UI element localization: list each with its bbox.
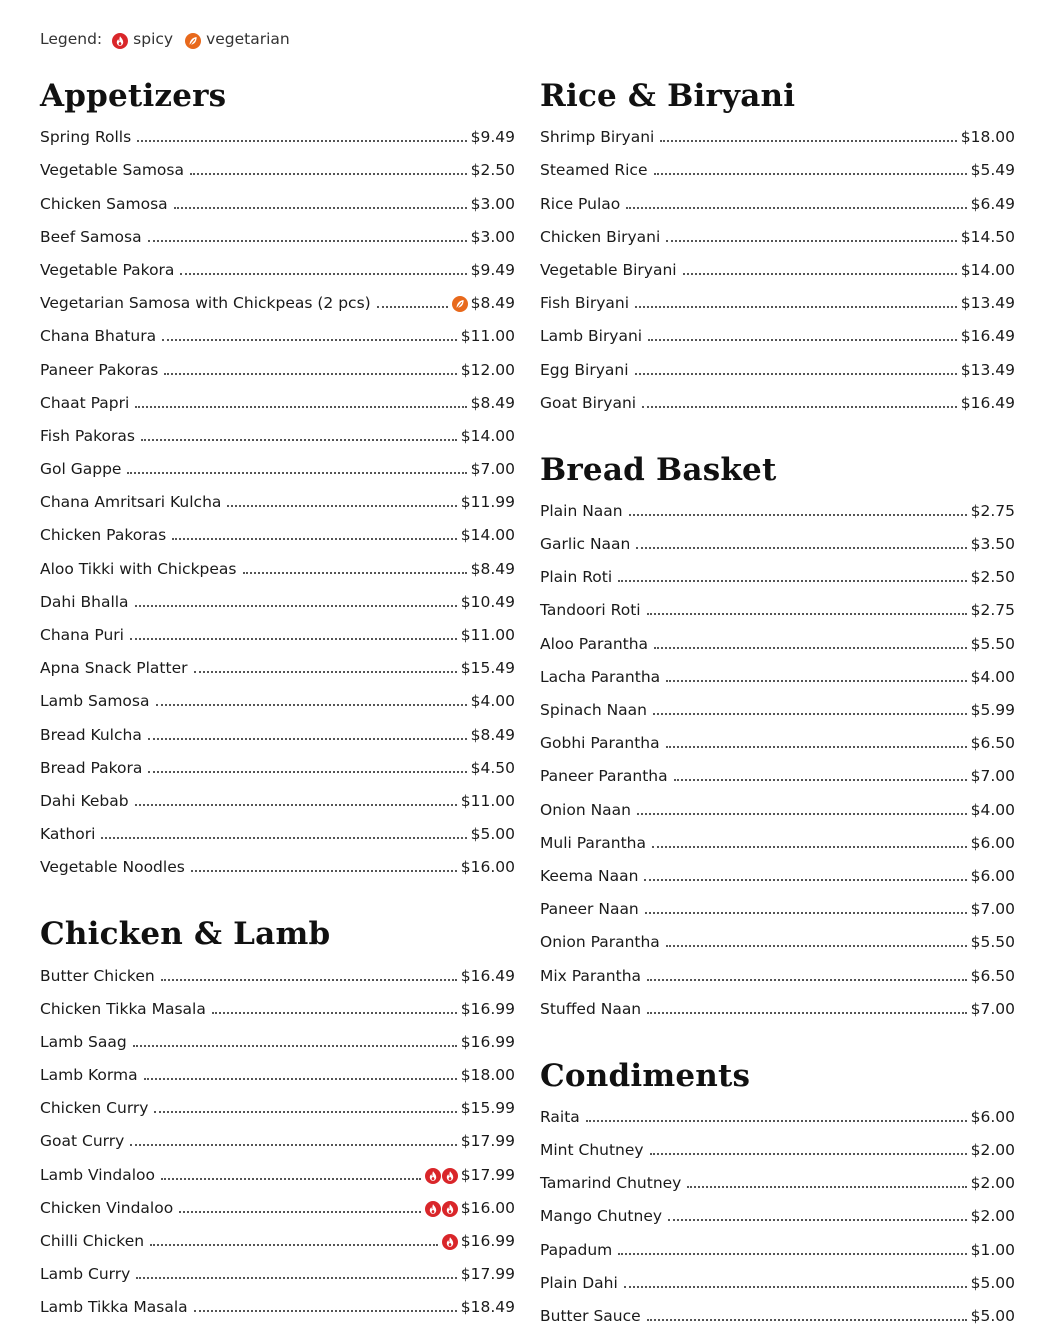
dot-leader (666, 945, 967, 947)
menu-column-right (540, 76, 1015, 1330)
menu-item (540, 492, 1015, 525)
menu-item (40, 1089, 515, 1122)
menu-item (40, 1155, 515, 1188)
dot-leader (647, 979, 967, 981)
menu-item (40, 616, 515, 649)
menu-item (540, 184, 1015, 217)
item-name: Vegetable Samosa (40, 161, 184, 180)
dot-leader (194, 1310, 457, 1312)
spicy-icon (425, 1201, 441, 1217)
item-price: $4.50 (470, 758, 515, 777)
item-price: $6.00 (970, 866, 1015, 885)
spicy-icon (442, 1201, 458, 1217)
item-price: $8.49 (470, 725, 515, 744)
item-price: $16.00 (460, 858, 515, 877)
menu-item (40, 1189, 515, 1222)
item-name: Butter Sauce (540, 1307, 641, 1325)
dot-leader (652, 846, 967, 848)
legend-entry-label: vegetarian (206, 30, 290, 48)
dot-leader (666, 680, 966, 682)
item-name: Aloo Tikki with Chickpeas (40, 559, 237, 578)
section-title: Condiments (540, 1057, 751, 1094)
item-price: $7.00 (970, 999, 1015, 1018)
menu-item (540, 824, 1015, 857)
dot-leader (150, 1244, 438, 1246)
menu-item (540, 384, 1015, 417)
menu-item (540, 990, 1015, 1023)
dot-leader (635, 373, 957, 375)
dot-leader (227, 505, 456, 507)
item-name: Chicken Curry (40, 1099, 149, 1118)
item-name: Chana Amritsari Kulcha (40, 493, 222, 512)
item-price: $6.49 (970, 194, 1015, 213)
item-name: Gobhi Parantha (540, 734, 660, 753)
menu-item (540, 658, 1015, 691)
vegetarian-icon (452, 296, 468, 312)
dot-leader (687, 1186, 966, 1188)
menu-item (540, 724, 1015, 757)
menu-item (540, 558, 1015, 591)
item-name: Chicken Vindaloo (40, 1198, 174, 1217)
menu-item (540, 1197, 1015, 1230)
menu-item (540, 624, 1015, 657)
dot-leader (141, 439, 457, 441)
menu-item (40, 682, 515, 715)
item-name: Mango Chutney (540, 1207, 663, 1226)
item-name: Papadum (540, 1240, 613, 1259)
menu-item (40, 1023, 515, 1056)
spicy-icon (442, 1234, 458, 1250)
menu-item (40, 151, 515, 184)
menu-item (540, 591, 1015, 624)
item-price: $6.50 (970, 966, 1015, 985)
item-price: $2.00 (970, 1207, 1015, 1226)
item-price: $17.99 (460, 1165, 515, 1184)
item-name: Spinach Naan (540, 701, 647, 719)
item-price: $5.50 (970, 634, 1015, 653)
menu-item (40, 218, 515, 251)
item-name: Lamb Korma (40, 1066, 138, 1085)
dot-leader (618, 580, 966, 582)
menu-item (540, 317, 1015, 350)
item-price: $8.49 (470, 559, 515, 578)
menu-item (40, 549, 515, 582)
dot-leader (637, 813, 967, 815)
menu-item (40, 384, 515, 417)
dot-leader (135, 804, 457, 806)
item-name: Butter Chicken (40, 966, 155, 985)
menu-item (540, 1297, 1015, 1330)
dot-leader (377, 306, 448, 308)
item-name: Onion Naan (540, 800, 631, 819)
spicy-icon (425, 1168, 441, 1184)
menu-item (40, 1288, 515, 1321)
menu-item (40, 1222, 515, 1255)
legend-entry-vegetarian (185, 30, 290, 49)
menu-item (540, 857, 1015, 890)
item-name: Goat Curry (40, 1132, 125, 1151)
item-price: $7.00 (970, 900, 1015, 919)
item-name: Chicken Tikka Masala (40, 999, 206, 1018)
dot-leader (148, 771, 466, 773)
item-name: Apna Snack Platter (40, 659, 188, 678)
legend-entry-label: spicy (133, 30, 174, 48)
item-price: $5.00 (970, 1307, 1015, 1325)
dot-leader (660, 140, 956, 142)
item-icons (452, 296, 468, 312)
section-appetizers (40, 76, 515, 881)
menu-item (540, 890, 1015, 923)
dot-leader (212, 1012, 457, 1014)
item-price: $14.00 (460, 426, 515, 445)
item-price: $16.99 (460, 1032, 515, 1051)
dot-leader (194, 671, 457, 673)
item-name: Muli Parantha (540, 833, 646, 852)
item-price: $6.50 (970, 734, 1015, 753)
item-name: Dahi Bhalla (40, 592, 129, 611)
dot-leader (130, 1144, 456, 1146)
item-price: $5.50 (970, 933, 1015, 952)
dot-leader (243, 572, 467, 574)
menu-item (40, 350, 515, 383)
menu-item (40, 251, 515, 284)
dot-leader (626, 207, 966, 209)
menu-item (540, 284, 1015, 317)
menu-item (40, 1056, 515, 1089)
dot-leader (135, 605, 457, 607)
menu-item (40, 956, 515, 989)
item-price: $2.00 (970, 1174, 1015, 1193)
menu-item (40, 417, 515, 450)
section-bread-basket (540, 450, 1015, 1023)
menu-item (40, 583, 515, 616)
item-price: $5.00 (470, 825, 515, 844)
menu-item (40, 1255, 515, 1288)
item-price: $7.00 (470, 460, 515, 479)
menu-item (40, 815, 515, 848)
item-price: $11.00 (460, 626, 515, 644)
item-price: $14.00 (960, 260, 1015, 279)
item-name: Fish Pakoras (40, 426, 135, 445)
dot-leader (648, 339, 957, 341)
dot-leader (144, 1078, 457, 1080)
dot-leader (135, 406, 466, 408)
menu-item (40, 782, 515, 815)
menu-item (540, 790, 1015, 823)
item-price: $12.00 (460, 360, 515, 379)
menu-item (40, 516, 515, 549)
item-name: Steamed Rice (540, 161, 648, 180)
section-condiments (540, 1056, 1015, 1330)
item-price: $10.49 (460, 592, 515, 611)
section-rice-and-biryani (540, 76, 1015, 417)
menu-item (40, 1122, 515, 1155)
spicy-icon (442, 1168, 458, 1184)
menu-item (40, 749, 515, 782)
dot-leader (137, 140, 466, 142)
dot-leader (624, 1286, 967, 1288)
dot-leader (190, 173, 467, 175)
menu-item (40, 649, 515, 682)
item-price: $2.50 (470, 161, 515, 180)
dot-leader (647, 613, 967, 615)
item-name: Goat Biryani (540, 393, 637, 412)
item-name: Bread Pakora (40, 758, 143, 777)
dot-leader (161, 979, 457, 981)
item-name: Plain Roti (540, 568, 613, 587)
item-name: Lamb Samosa (40, 692, 150, 711)
item-name: Vegetable Noodles (40, 858, 185, 877)
item-name: Vegetable Pakora (40, 260, 175, 279)
item-name: Chicken Pakoras (40, 526, 167, 545)
menu-item (540, 1164, 1015, 1197)
item-price: $15.99 (460, 1099, 515, 1118)
section-title: Appetizers (40, 78, 227, 114)
item-name: Bread Kulcha (40, 725, 142, 744)
item-price: $3.00 (470, 227, 515, 246)
item-price: $2.75 (970, 501, 1015, 520)
dot-leader (644, 879, 966, 881)
dot-leader (136, 1277, 456, 1279)
dot-leader (629, 514, 967, 516)
item-name: Lamb Vindaloo (40, 1165, 156, 1184)
item-price: $5.00 (970, 1273, 1015, 1292)
menu-item (40, 483, 515, 516)
dot-leader (162, 339, 457, 341)
item-name: Spring Rolls (40, 128, 132, 147)
item-price: $11.00 (460, 327, 515, 346)
dot-leader (618, 1253, 966, 1255)
item-name: Mint Chutney (540, 1141, 644, 1160)
item-price: $16.49 (460, 966, 515, 985)
item-name: Fish Biryani (540, 294, 630, 313)
item-price: $2.75 (970, 601, 1015, 620)
menu-item (540, 1131, 1015, 1164)
dot-leader (666, 240, 956, 242)
item-price: $16.49 (960, 393, 1015, 412)
menu-item (540, 118, 1015, 151)
menu-column-left (40, 76, 515, 1321)
dot-leader (642, 406, 957, 408)
dot-leader (133, 1045, 457, 1047)
dot-leader (148, 240, 467, 242)
item-name: Raita (540, 1107, 580, 1126)
menu-item (540, 691, 1015, 724)
item-icons (442, 1234, 458, 1250)
item-name: Vegetarian Samosa with Chickpeas (2 pcs) (40, 294, 371, 313)
item-price: $16.99 (460, 1232, 515, 1250)
item-price: $18.00 (460, 1066, 515, 1085)
spicy-icon (112, 33, 128, 49)
section-title: Bread Basket (540, 451, 777, 488)
item-name: Paneer Parantha (540, 767, 668, 786)
item-price: $1.00 (970, 1240, 1015, 1259)
dot-leader (164, 373, 456, 375)
item-icons (425, 1201, 458, 1217)
item-name: Onion Parantha (540, 933, 660, 952)
item-price: $15.49 (460, 659, 515, 678)
menu-item (40, 317, 515, 350)
vegetarian-icon (185, 33, 201, 49)
menu-item (40, 715, 515, 748)
dot-leader (647, 1012, 966, 1014)
item-name: Aloo Parantha (540, 634, 649, 653)
dot-leader (130, 638, 457, 640)
menu-item (540, 350, 1015, 383)
item-name: Egg Biryani (540, 360, 629, 379)
dot-leader (172, 538, 457, 540)
item-name: Chana Bhatura (40, 327, 157, 346)
menu-item (540, 1230, 1015, 1263)
item-name: Lamb Tikka Masala (40, 1298, 188, 1317)
menu-item (40, 118, 515, 151)
dot-leader (674, 779, 967, 781)
item-name: Paneer Naan (540, 900, 639, 919)
dot-leader (156, 704, 467, 706)
dot-leader (645, 912, 967, 914)
menu-item (540, 251, 1015, 284)
legend (40, 28, 290, 50)
item-name: Chicken Biryani (540, 227, 661, 246)
menu-item (540, 1098, 1015, 1131)
menu-item (540, 956, 1015, 989)
item-price: $17.99 (460, 1265, 515, 1284)
menu-item (540, 757, 1015, 790)
dot-leader (101, 837, 466, 839)
dot-leader (683, 273, 957, 275)
menu-item (40, 990, 515, 1023)
item-price: $16.00 (460, 1198, 515, 1217)
dot-leader (636, 547, 966, 549)
item-price: $9.49 (470, 260, 515, 279)
item-name: Chana Puri (40, 626, 124, 644)
item-name: Plain Naan (540, 501, 623, 520)
item-name: Chaat Papri (40, 393, 130, 412)
item-price: $16.99 (460, 999, 515, 1018)
legend-label: Legend: (40, 30, 103, 48)
item-name: Lamb Saag (40, 1032, 127, 1051)
item-price: $8.49 (470, 393, 515, 412)
item-price: $2.00 (970, 1141, 1015, 1160)
dot-leader (647, 1319, 967, 1321)
dot-leader (650, 1153, 967, 1155)
item-price: $8.49 (470, 294, 515, 313)
item-name: Garlic Naan (540, 535, 631, 554)
menu-item (40, 848, 515, 881)
dot-leader (154, 1111, 456, 1113)
item-price: $11.00 (460, 791, 515, 810)
item-price: $4.00 (470, 692, 515, 711)
dot-leader (161, 1178, 421, 1180)
item-price: $7.00 (970, 767, 1015, 786)
menu-item (540, 1264, 1015, 1297)
dot-leader (654, 173, 967, 175)
item-name: Rice Pulao (540, 194, 621, 213)
item-price: $13.49 (960, 360, 1015, 379)
menu-item (540, 151, 1015, 184)
item-price: $3.00 (470, 194, 515, 213)
item-price: $18.00 (960, 128, 1015, 147)
item-name: Gol Gappe (40, 460, 122, 479)
item-price: $2.50 (970, 568, 1015, 587)
section-chicken-and-lamb (40, 914, 515, 1321)
item-name: Paneer Pakoras (40, 360, 159, 379)
item-price: $6.00 (970, 833, 1015, 852)
dot-leader (179, 1211, 421, 1213)
menu-item (540, 218, 1015, 251)
item-name: Stuffed Naan (540, 999, 642, 1018)
dot-leader (668, 1219, 967, 1221)
dot-leader (180, 273, 466, 275)
legend-entry-spicy (112, 30, 173, 49)
item-price: $4.00 (970, 667, 1015, 686)
menu-item (540, 923, 1015, 956)
item-name: Shrimp Biryani (540, 128, 655, 147)
item-icons (425, 1168, 458, 1184)
item-name: Kathori (40, 825, 96, 844)
item-price: $5.49 (970, 161, 1015, 180)
menu-item (40, 450, 515, 483)
menu-item (40, 184, 515, 217)
dot-leader (635, 306, 957, 308)
item-name: Chilli Chicken (40, 1232, 145, 1250)
item-name: Tandoori Roti (540, 601, 641, 620)
dot-leader (653, 713, 967, 715)
item-name: Lamb Biryani (540, 327, 643, 346)
item-name: Lamb Curry (40, 1265, 131, 1284)
item-name: Lacha Parantha (540, 667, 661, 686)
item-price: $13.49 (960, 294, 1015, 313)
dot-leader (654, 647, 967, 649)
item-price: $14.00 (460, 526, 515, 545)
dot-leader (666, 746, 967, 748)
item-price: $5.99 (970, 701, 1015, 719)
item-price: $16.49 (960, 327, 1015, 346)
menu-item (40, 284, 515, 317)
item-price: $11.99 (460, 493, 515, 512)
item-name: Vegetable Biryani (540, 260, 677, 279)
dot-leader (586, 1120, 967, 1122)
item-price: $17.99 (460, 1132, 515, 1151)
item-price: $3.50 (970, 535, 1015, 554)
item-price: $18.49 (460, 1298, 515, 1317)
item-price: $4.00 (970, 800, 1015, 819)
dot-leader (191, 870, 457, 872)
section-title: Chicken & Lamb (40, 916, 331, 953)
item-price: $9.49 (470, 128, 515, 147)
menu-item (540, 525, 1015, 558)
section-title: Rice & Biryani (540, 78, 796, 114)
item-name: Beef Samosa (40, 227, 142, 246)
item-name: Dahi Kebab (40, 791, 129, 810)
item-name: Tamarind Chutney (540, 1174, 682, 1193)
dot-leader (127, 472, 466, 474)
item-price: $14.50 (960, 227, 1015, 246)
item-name: Mix Parantha (540, 966, 642, 985)
dot-leader (148, 738, 467, 740)
dot-leader (174, 207, 467, 209)
item-name: Keema Naan (540, 866, 639, 885)
item-name: Plain Dahi (540, 1273, 618, 1292)
item-name: Chicken Samosa (40, 194, 168, 213)
item-price: $6.00 (970, 1107, 1015, 1126)
